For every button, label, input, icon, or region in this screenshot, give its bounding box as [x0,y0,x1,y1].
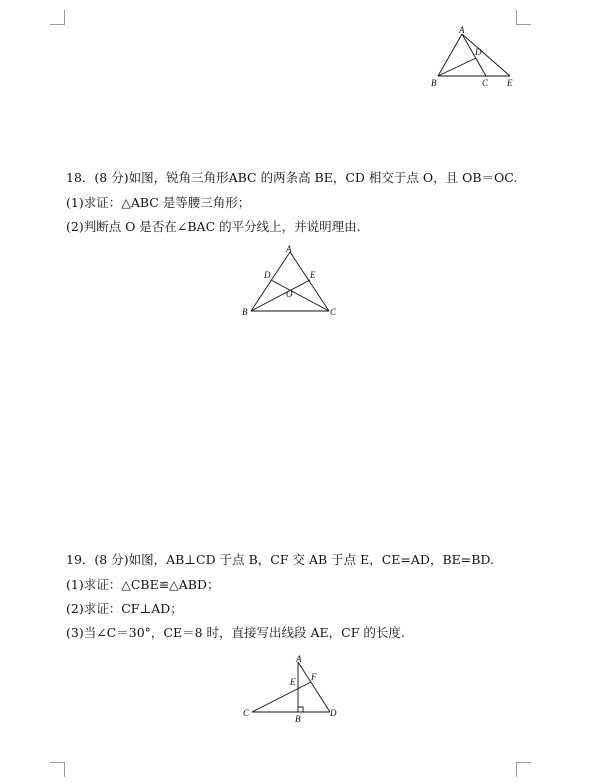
crop-mark-top-right [516,10,531,25]
q18-figure-label-b: B [242,307,248,317]
q18-figure-label-e: E [310,270,316,280]
top-figure-label-b: B [431,78,437,88]
q19-part3: (3)当∠C＝30°，CE＝8 时，直接写出线段 AE，CF 的长度. [66,625,405,640]
q18-figure-label-d: D [264,270,271,280]
q19-stem: 19．(8 分)如图，AB⊥CD 于点 B，CF 交 AB 于点 E，CE=AD，BE=BD. [66,552,494,567]
q19-figure-label-c: C [243,708,250,718]
q18-figure-label-o: O [286,289,293,299]
q18-part1: (1)求证：△ABC 是等腰三角形； [66,195,251,210]
q18-part2: (2)判断点 O 是否在∠BAC 的平分线上，并说明理由. [66,219,361,234]
top-figure-label-a: A [459,25,465,35]
q18-figure [238,244,344,322]
q19-figure-label-e: E [290,677,296,687]
crop-mark-bottom-left [50,762,65,777]
top-figure-label-e: E [507,78,513,88]
q19-figure-label-d: D [330,708,337,718]
crop-mark-bottom-right [516,762,531,777]
top-figure [426,24,526,90]
crop-mark-top-left [50,10,65,25]
q19-part2: (2)求证：CF⊥AD； [66,601,183,616]
q18-figure-label-c: C [330,307,337,317]
q19-figure [238,652,342,724]
q18-figure-label-a: A [286,244,292,254]
q19-figure-label-b: B [295,714,301,724]
q18-stem: 18．(8 分)如图，锐角三角形ABC 的两条高 BE，CD 相交于点 O，且 OB＝OC. [66,170,518,185]
q19-figure-label-f: F [311,672,317,682]
q19-part1: (1)求证：△CBE≌△ABD； [66,577,220,592]
top-figure-label-d: D [475,47,482,57]
top-figure-label-c: C [482,78,489,88]
q19-figure-label-a: A [296,654,302,664]
